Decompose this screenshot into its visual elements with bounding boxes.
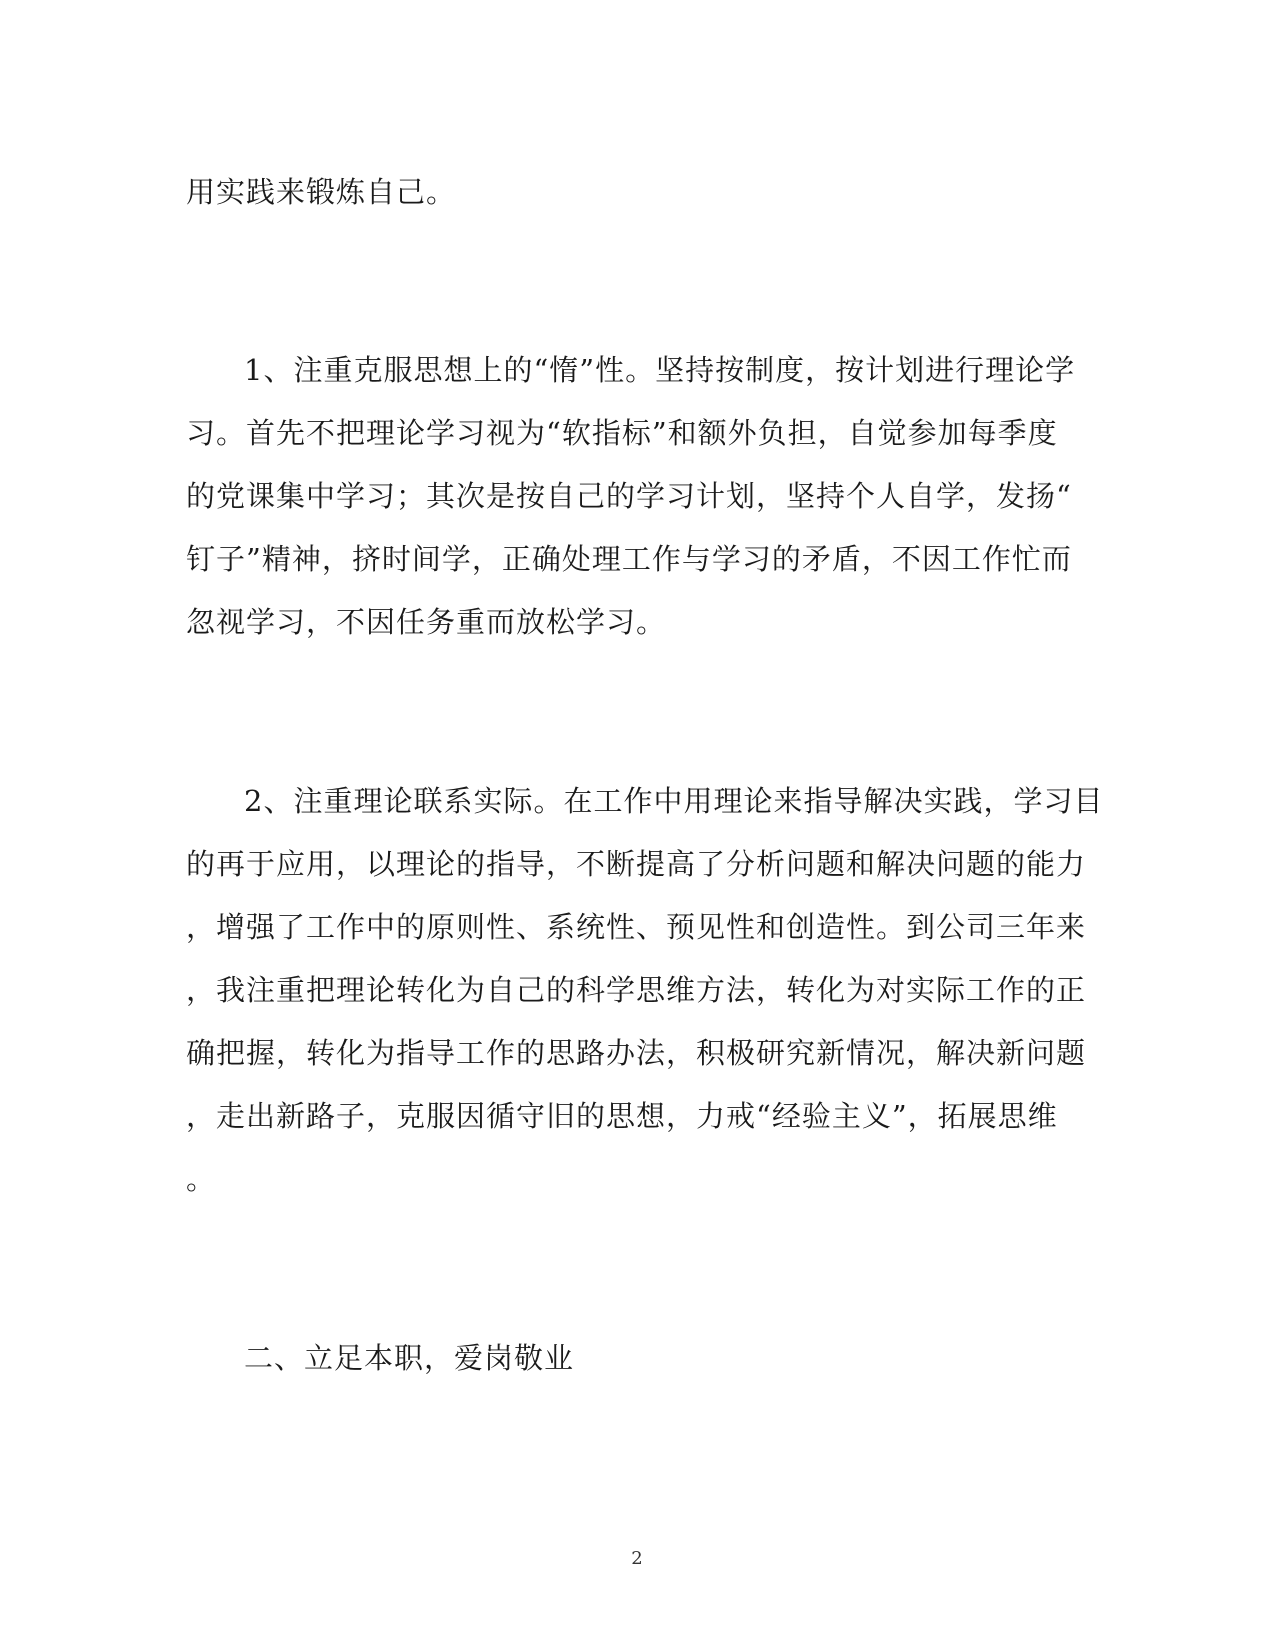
section-heading: 二、立足本职，爱岗敬业 [244,1341,575,1375]
paragraph-2-line-1: 2、注重理论联系实际。在工作中用理论来指导解决实践，学习目 [244,784,1104,818]
paragraph-2-line-2: 的再于应用，以理论的指导，不断提高了分析问题和解决问题的能力 [186,847,1087,881]
paragraph-1-line-2: 习。首先不把理论学习视为“软指标”和额外负担，自觉参加每季度 [186,416,1058,450]
paragraph-line-closing: 用实践来锻炼自己。 [186,175,457,209]
paragraph-2-line-4: ，我注重把理论转化为自己的科学思维方法，转化为对实际工作的正 [186,973,1087,1007]
paragraph-2-line-7: 。 [186,1162,217,1196]
paragraph-1-line-5: 忽视学习，不因任务重而放松学习。 [186,605,667,639]
paragraph-2-line-3: ，增强了工作中的原则性、系统性、预见性和创造性。到公司三年来 [186,910,1087,944]
paragraph-1-line-1: 1、注重克服思想上的“惰”性。坚持按制度，按计划进行理论学 [244,353,1076,387]
paragraph-2-line-5: 确把握，转化为指导工作的思路办法，积极研究新情况，解决新问题 [186,1036,1087,1070]
page-number: 2 [631,1548,643,1569]
paragraph-2-line-6: ，走出新路子，克服因循守旧的思想，力戒“经验主义”，拓展思维 [186,1099,1058,1133]
paragraph-1-line-3: 的党课集中学习；其次是按自己的学习计划，坚持个人自学，发扬“ [186,479,1072,513]
paragraph-1-line-4: 钉子”精神，挤时间学，正确处理工作与学习的矛盾，不因工作忙而 [186,542,1072,576]
